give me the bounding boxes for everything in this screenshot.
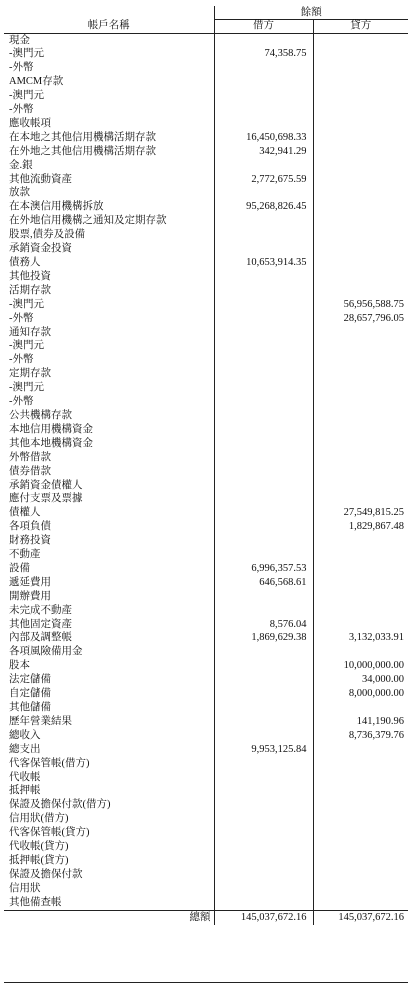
credit-cell [313,437,408,451]
account-name-cell: 未完成不動產 [4,604,214,618]
debit-cell [214,312,313,326]
table-body [4,33,408,910]
debit-cell [214,367,313,381]
debit-cell [214,590,313,604]
account-name-cell: 債務人 [4,256,214,270]
debit-cell: 9,953,125.84 [214,743,313,757]
table-row [4,743,408,757]
table-row [4,604,408,618]
debit-cell [214,506,313,520]
debit-cell [214,479,313,493]
credit-cell [313,868,408,882]
debit-cell [214,33,313,47]
credit-cell [313,757,408,771]
table-row [4,854,408,868]
table-row [4,214,408,228]
credit-cell [313,186,408,200]
account-name-cell: -澳門元 [4,89,214,103]
credit-cell [313,576,408,590]
account-name-cell: 財務投資 [4,534,214,548]
debit-cell: 10,653,914.35 [214,256,313,270]
credit-cell [313,326,408,340]
table-row [4,423,408,437]
debit-cell [214,228,313,242]
debit-cell [214,701,313,715]
credit-cell [313,465,408,479]
table-row [4,353,408,367]
credit-cell [313,534,408,548]
credit-cell [313,381,408,395]
account-name-cell: -外幣 [4,353,214,367]
table-row [4,103,408,117]
account-name-cell: 公共機構存款 [4,409,214,423]
debit-cell [214,826,313,840]
account-name-cell: 信用狀 [4,882,214,896]
credit-cell [313,548,408,562]
table-row [4,618,408,632]
credit-cell [313,882,408,896]
header-debit: 借方 [214,20,313,34]
table-row [4,534,408,548]
credit-cell [313,840,408,854]
credit-cell: 8,000,000.00 [348,688,404,700]
debit-cell [214,353,313,367]
header-balance: 餘額 [214,6,408,20]
account-name-cell: 其他固定資產 [4,618,214,632]
account-name-cell: 在外地信用機構之通知及定期存款 [4,214,214,228]
account-name-cell: AMCM存款 [4,75,214,89]
table-row [4,47,408,61]
table-row [4,687,408,701]
credit-cell [313,214,408,228]
credit-cell [313,228,408,242]
account-name-cell: 法定儲備 [4,673,214,687]
table-row [4,200,408,214]
credit-cell [313,367,408,381]
credit-cell [313,103,408,117]
debit-cell [214,534,313,548]
credit-cell [313,75,408,89]
credit-cell: 10,000,000.00 [343,660,404,672]
credit-cell [313,173,408,187]
debit-cell [214,729,313,743]
table-row [4,812,408,826]
account-name-cell: 承銷資金投資 [4,242,214,256]
credit-cell [313,409,408,423]
account-name-cell: 遞延費用 [4,576,214,590]
account-name-cell: 各項負債 [4,520,214,534]
account-name-cell: 開辦費用 [4,590,214,604]
debit-cell [214,159,313,173]
debit-cell [214,868,313,882]
table-row [4,896,408,910]
table-row [4,61,408,75]
table-row [4,75,408,89]
debit-cell [214,423,313,437]
debit-cell [214,186,313,200]
debit-cell: 646,568.61 [214,576,313,590]
debit-cell [214,659,313,673]
credit-cell [313,451,408,465]
debit-cell [214,798,313,812]
total-row [4,910,408,925]
debit-cell [214,757,313,771]
account-name-cell: 其他本地機構資金 [4,437,214,451]
credit-cell [313,423,408,437]
debit-cell [214,896,313,910]
header-account-name: 帳戶名稱 [4,20,214,34]
table-row [4,729,408,743]
account-name-cell: 外幣借款 [4,451,214,465]
credit-cell [313,256,408,270]
account-name-cell: -澳門元 [4,298,214,312]
credit-cell [313,784,408,798]
credit-cell [313,353,408,367]
header-row-group [4,6,408,20]
account-name-cell: 通知存款 [4,326,214,340]
debit-cell [214,882,313,896]
debit-cell [214,784,313,798]
credit-cell [313,896,408,910]
debit-cell [214,854,313,868]
table-row [4,757,408,771]
table-row [4,228,408,242]
table-row [4,186,408,200]
account-name-cell: -外幣 [4,103,214,117]
account-name-cell: 在本地之其他信用機構活期存款 [4,131,214,145]
debit-cell: 16,450,698.33 [214,131,313,145]
table-row [4,395,408,409]
table-row [4,576,408,590]
account-name-cell: 股票,債券及設備 [4,228,214,242]
debit-cell: 95,268,826.45 [214,200,313,214]
table-row [4,520,408,534]
table-row [4,270,408,284]
account-name-cell: 活期存款 [4,284,214,298]
credit-cell [313,743,408,757]
table-row [4,339,408,353]
account-name-cell: 信用狀(借方) [4,812,214,826]
account-name-cell: 本地信用機構資金 [4,423,214,437]
credit-cell: 34,000.00 [362,674,404,686]
table-row [4,784,408,798]
table-row [4,256,408,270]
credit-cell: 1,829,867.48 [348,521,404,533]
debit-cell [214,117,313,131]
account-name-cell: 股本 [4,659,214,673]
table-row [4,506,408,520]
account-name-cell: 不動產 [4,548,214,562]
credit-cell [313,479,408,493]
account-name-cell: 債券借款 [4,465,214,479]
debit-cell [214,339,313,353]
table-row [4,590,408,604]
account-name-cell: 代收帳(貸方) [4,840,214,854]
account-name-cell: 保證及擔保付款 [4,868,214,882]
account-name-cell: 代收帳 [4,771,214,785]
table-row [4,117,408,131]
account-name-cell: -澳門元 [4,339,214,353]
table-row [4,89,408,103]
debit-cell: 1,869,629.38 [214,631,313,645]
credit-cell [313,61,408,75]
table-row [4,868,408,882]
account-name-cell: -外幣 [4,61,214,75]
account-name-cell: 代客保管帳(貸方) [4,826,214,840]
account-name-cell: 其他流動資產 [4,173,214,187]
debit-cell [214,214,313,228]
account-name-cell: 定期存款 [4,367,214,381]
table-row [4,826,408,840]
debit-cell [214,75,313,89]
table-row [4,145,408,159]
account-name-cell: 其他備查帳 [4,896,214,910]
account-name-cell: -外幣 [4,312,214,326]
debit-cell [214,520,313,534]
debit-cell: 342,941.29 [214,145,313,159]
debit-cell [214,645,313,659]
table-row [4,645,408,659]
debit-cell [214,812,313,826]
table-row [4,631,408,645]
bottom-rule [4,982,408,983]
debit-cell [214,437,313,451]
account-name-cell: 在本澳信用機構拆放 [4,200,214,214]
account-name-cell: 其他投資 [4,270,214,284]
table-row [4,284,408,298]
table-row [4,409,408,423]
credit-cell [313,284,408,298]
debit-cell [214,771,313,785]
account-name-cell: -外幣 [4,395,214,409]
account-name-cell: -澳門元 [4,47,214,61]
table-row [4,659,408,673]
credit-cell [313,826,408,840]
credit-cell [313,117,408,131]
table-row [4,492,408,506]
table-row [4,381,408,395]
credit-cell [313,604,408,618]
credit-cell: 56,956,588.75 [343,298,404,310]
credit-cell: 8,736,379.76 [348,729,404,741]
debit-cell [214,242,313,256]
table-row [4,548,408,562]
debit-cell [214,492,313,506]
debit-cell [214,270,313,284]
debit-cell [214,395,313,409]
credit-cell: 3,132,033.91 [348,632,404,644]
debit-cell [214,715,313,729]
trial-balance-table [4,6,408,925]
table-row [4,840,408,854]
debit-cell [214,381,313,395]
account-name-cell: 自定儲備 [4,687,214,701]
account-name-cell: 歷年營業結果 [4,715,214,729]
credit-cell [313,270,408,284]
credit-cell [313,854,408,868]
account-name-cell: 應收帳項 [4,117,214,131]
account-name-cell: 內部及調整帳 [4,631,214,645]
account-name-cell: 金.銀 [4,159,214,173]
table-row [4,298,408,312]
credit-cell [313,89,408,103]
debit-cell [214,604,313,618]
trial-balance-sheet [4,6,408,925]
debit-cell [214,284,313,298]
debit-cell [214,465,313,479]
credit-cell [313,812,408,826]
credit-cell [313,645,408,659]
account-name-cell: 抵押帳(貸方) [4,854,214,868]
debit-cell: 74,358.75 [214,47,313,61]
table-row [4,715,408,729]
debit-cell [214,673,313,687]
table-row [4,798,408,812]
account-name-cell: 抵押帳 [4,784,214,798]
account-name-cell: 保證及擔保付款(借方) [4,798,214,812]
header-row-columns [4,20,408,34]
credit-cell [313,701,408,715]
table-row [4,451,408,465]
account-name-cell: 總支出 [4,743,214,757]
header-blank-cell [4,6,214,20]
account-name-cell: 在外地之其他信用機構活期存款 [4,145,214,159]
debit-cell [214,409,313,423]
table-row [4,367,408,381]
account-name-cell: 其他儲備 [4,701,214,715]
credit-cell [313,395,408,409]
credit-cell: 27,549,815.25 [343,507,404,519]
credit-cell [313,242,408,256]
credit-cell [313,131,408,145]
credit-cell [313,618,408,632]
account-name-cell: 債權人 [4,506,214,520]
header-credit: 貸方 [313,20,408,34]
debit-cell [214,298,313,312]
total-credit: 145,037,672.16 [313,910,408,925]
account-name-cell: 現金 [4,33,214,47]
account-name-cell: 承銷資金債權人 [4,479,214,493]
debit-cell [214,548,313,562]
account-name-cell: 代客保管帳(借方) [4,757,214,771]
table-row [4,326,408,340]
table-row [4,673,408,687]
credit-cell: 28,657,796.05 [343,312,404,324]
credit-cell [313,798,408,812]
table-row [4,465,408,479]
credit-cell [313,33,408,47]
table-row [4,701,408,715]
debit-cell: 6,996,357.53 [214,562,313,576]
debit-cell: 8,576.04 [214,618,313,632]
account-name-cell: 應付支票及票據 [4,492,214,506]
table-row [4,562,408,576]
debit-cell [214,840,313,854]
table-row [4,882,408,896]
credit-cell [313,492,408,506]
debit-cell [214,61,313,75]
table-row [4,437,408,451]
table-row [4,771,408,785]
debit-cell [214,89,313,103]
table-row [4,479,408,493]
account-name-cell: -澳門元 [4,381,214,395]
debit-cell [214,326,313,340]
debit-cell [214,103,313,117]
account-name-cell: 總收入 [4,729,214,743]
total-label: 總額 [4,910,214,925]
debit-cell [214,451,313,465]
credit-cell: 141,190.96 [356,715,404,727]
debit-cell: 2,772,675.59 [214,173,313,187]
account-name-cell: 放款 [4,186,214,200]
credit-cell [313,771,408,785]
credit-cell [313,159,408,173]
table-row [4,312,408,326]
debit-cell [214,687,313,701]
credit-cell [313,47,408,61]
account-name-cell: 設備 [4,562,214,576]
table-row [4,131,408,145]
table-row [4,33,408,47]
table-row [4,159,408,173]
credit-cell [313,145,408,159]
account-name-cell: 各項風險備用金 [4,645,214,659]
total-debit: 145,037,672.16 [214,910,313,925]
table-row [4,242,408,256]
credit-cell [313,590,408,604]
credit-cell [313,339,408,353]
credit-cell [313,200,408,214]
table-row [4,173,408,187]
credit-cell [313,562,408,576]
